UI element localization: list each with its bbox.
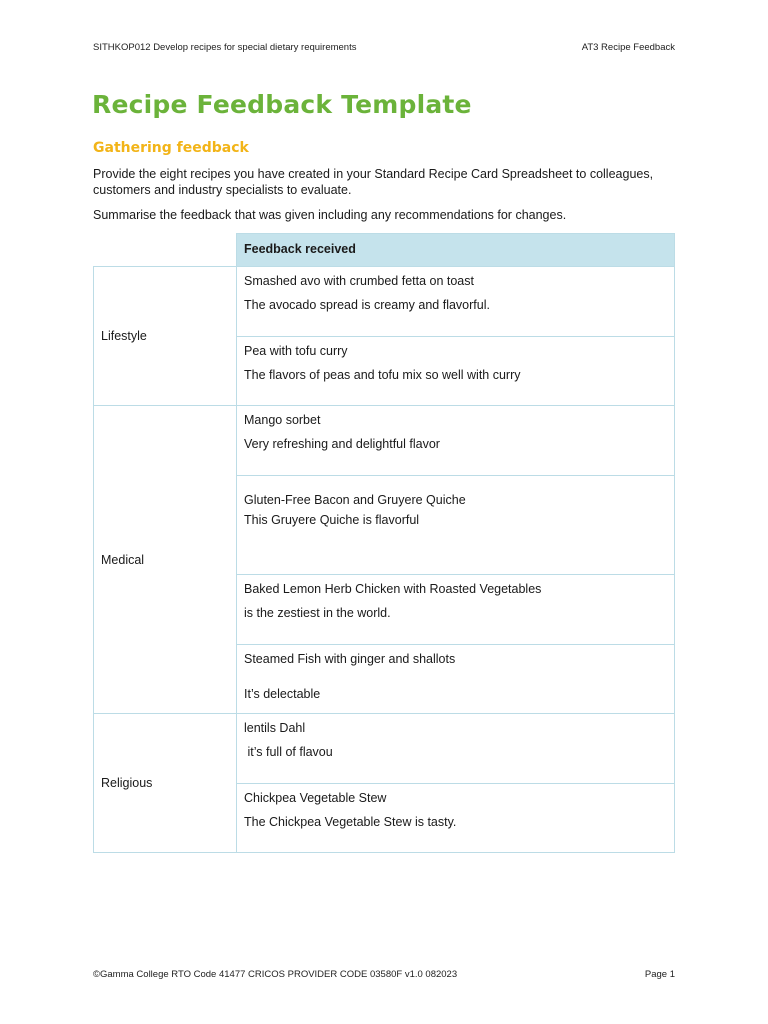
category-cell: Religious [94,714,237,853]
feedback-cell[interactable] [237,575,675,645]
feedback-comment: Very refreshing and delightful flavor [244,437,440,451]
feedback-comment: The avocado spread is creamy and flavorful. [244,298,490,312]
recipe-name: lentils Dahl [244,721,306,735]
feedback-cell[interactable] [237,406,675,476]
category-cell: Lifestyle [94,267,237,406]
feedback-cell[interactable] [237,476,675,575]
recipe-name: Chickpea Vegetable Stew [244,791,387,805]
feedback-cell[interactable] [237,337,675,406]
feedback-comment: This Gruyere Quiche is flavorful [244,513,420,527]
recipe-name: Steamed Fish with ginger and shallots [244,652,456,666]
table-header-row [94,234,675,267]
feedback-cell[interactable] [237,784,675,853]
feedback-cell[interactable] [237,645,675,714]
page-title: Recipe Feedback Template [92,90,472,119]
instruction-paragraph-1: Provide the eight recipes you have created in your Standard Recipe Card Spreadsheet to colleagues, customers and industry specialists to evaluate. [93,167,654,197]
header-unit: SITHKOP012 Develop recipes for special dietary requirements [93,42,357,53]
recipe-name: Pea with tofu curry [244,344,348,358]
column-header-feedback: Feedback received [237,234,675,267]
recipe-name: Baked Lemon Herb Chicken with Roasted Vegetables [244,582,542,596]
table-row [94,406,675,476]
recipe-name: Smashed avo with crumbed fetta on toast [244,274,474,288]
feedback-comment: It’s delectable [244,687,321,701]
section-heading: Gathering feedback [93,140,249,156]
instruction-paragraph-2: Summarise the feedback that was given including any recommendations for changes. [93,208,567,222]
feedback-table [93,233,675,853]
feedback-cell[interactable] [237,267,675,337]
table-corner-cell [94,234,237,267]
recipe-name: Mango sorbet [244,413,321,427]
recipe-name: Gluten-Free Bacon and Gruyere Quiche [244,493,466,507]
feedback-comment: is the zestiest in the world. [244,606,391,620]
table-row [94,714,675,784]
feedback-cell[interactable] [237,714,675,784]
feedback-comment: it’s full of flavou [244,745,333,759]
feedback-comment: The flavors of peas and tofu mix so well with curry [244,368,521,382]
category-cell: Medical [94,406,237,714]
header-section: AT3 Recipe Feedback [581,42,675,53]
instructions [93,166,683,223]
page-number: Page 1 [644,969,675,980]
footer-code: ©Gamma College RTO Code 41477 CRICOS PROVIDER CODE 03580F v1.0 082023 [93,969,458,980]
feedback-comment: The Chickpea Vegetable Stew is tasty. [244,815,457,829]
table-row [94,267,675,337]
